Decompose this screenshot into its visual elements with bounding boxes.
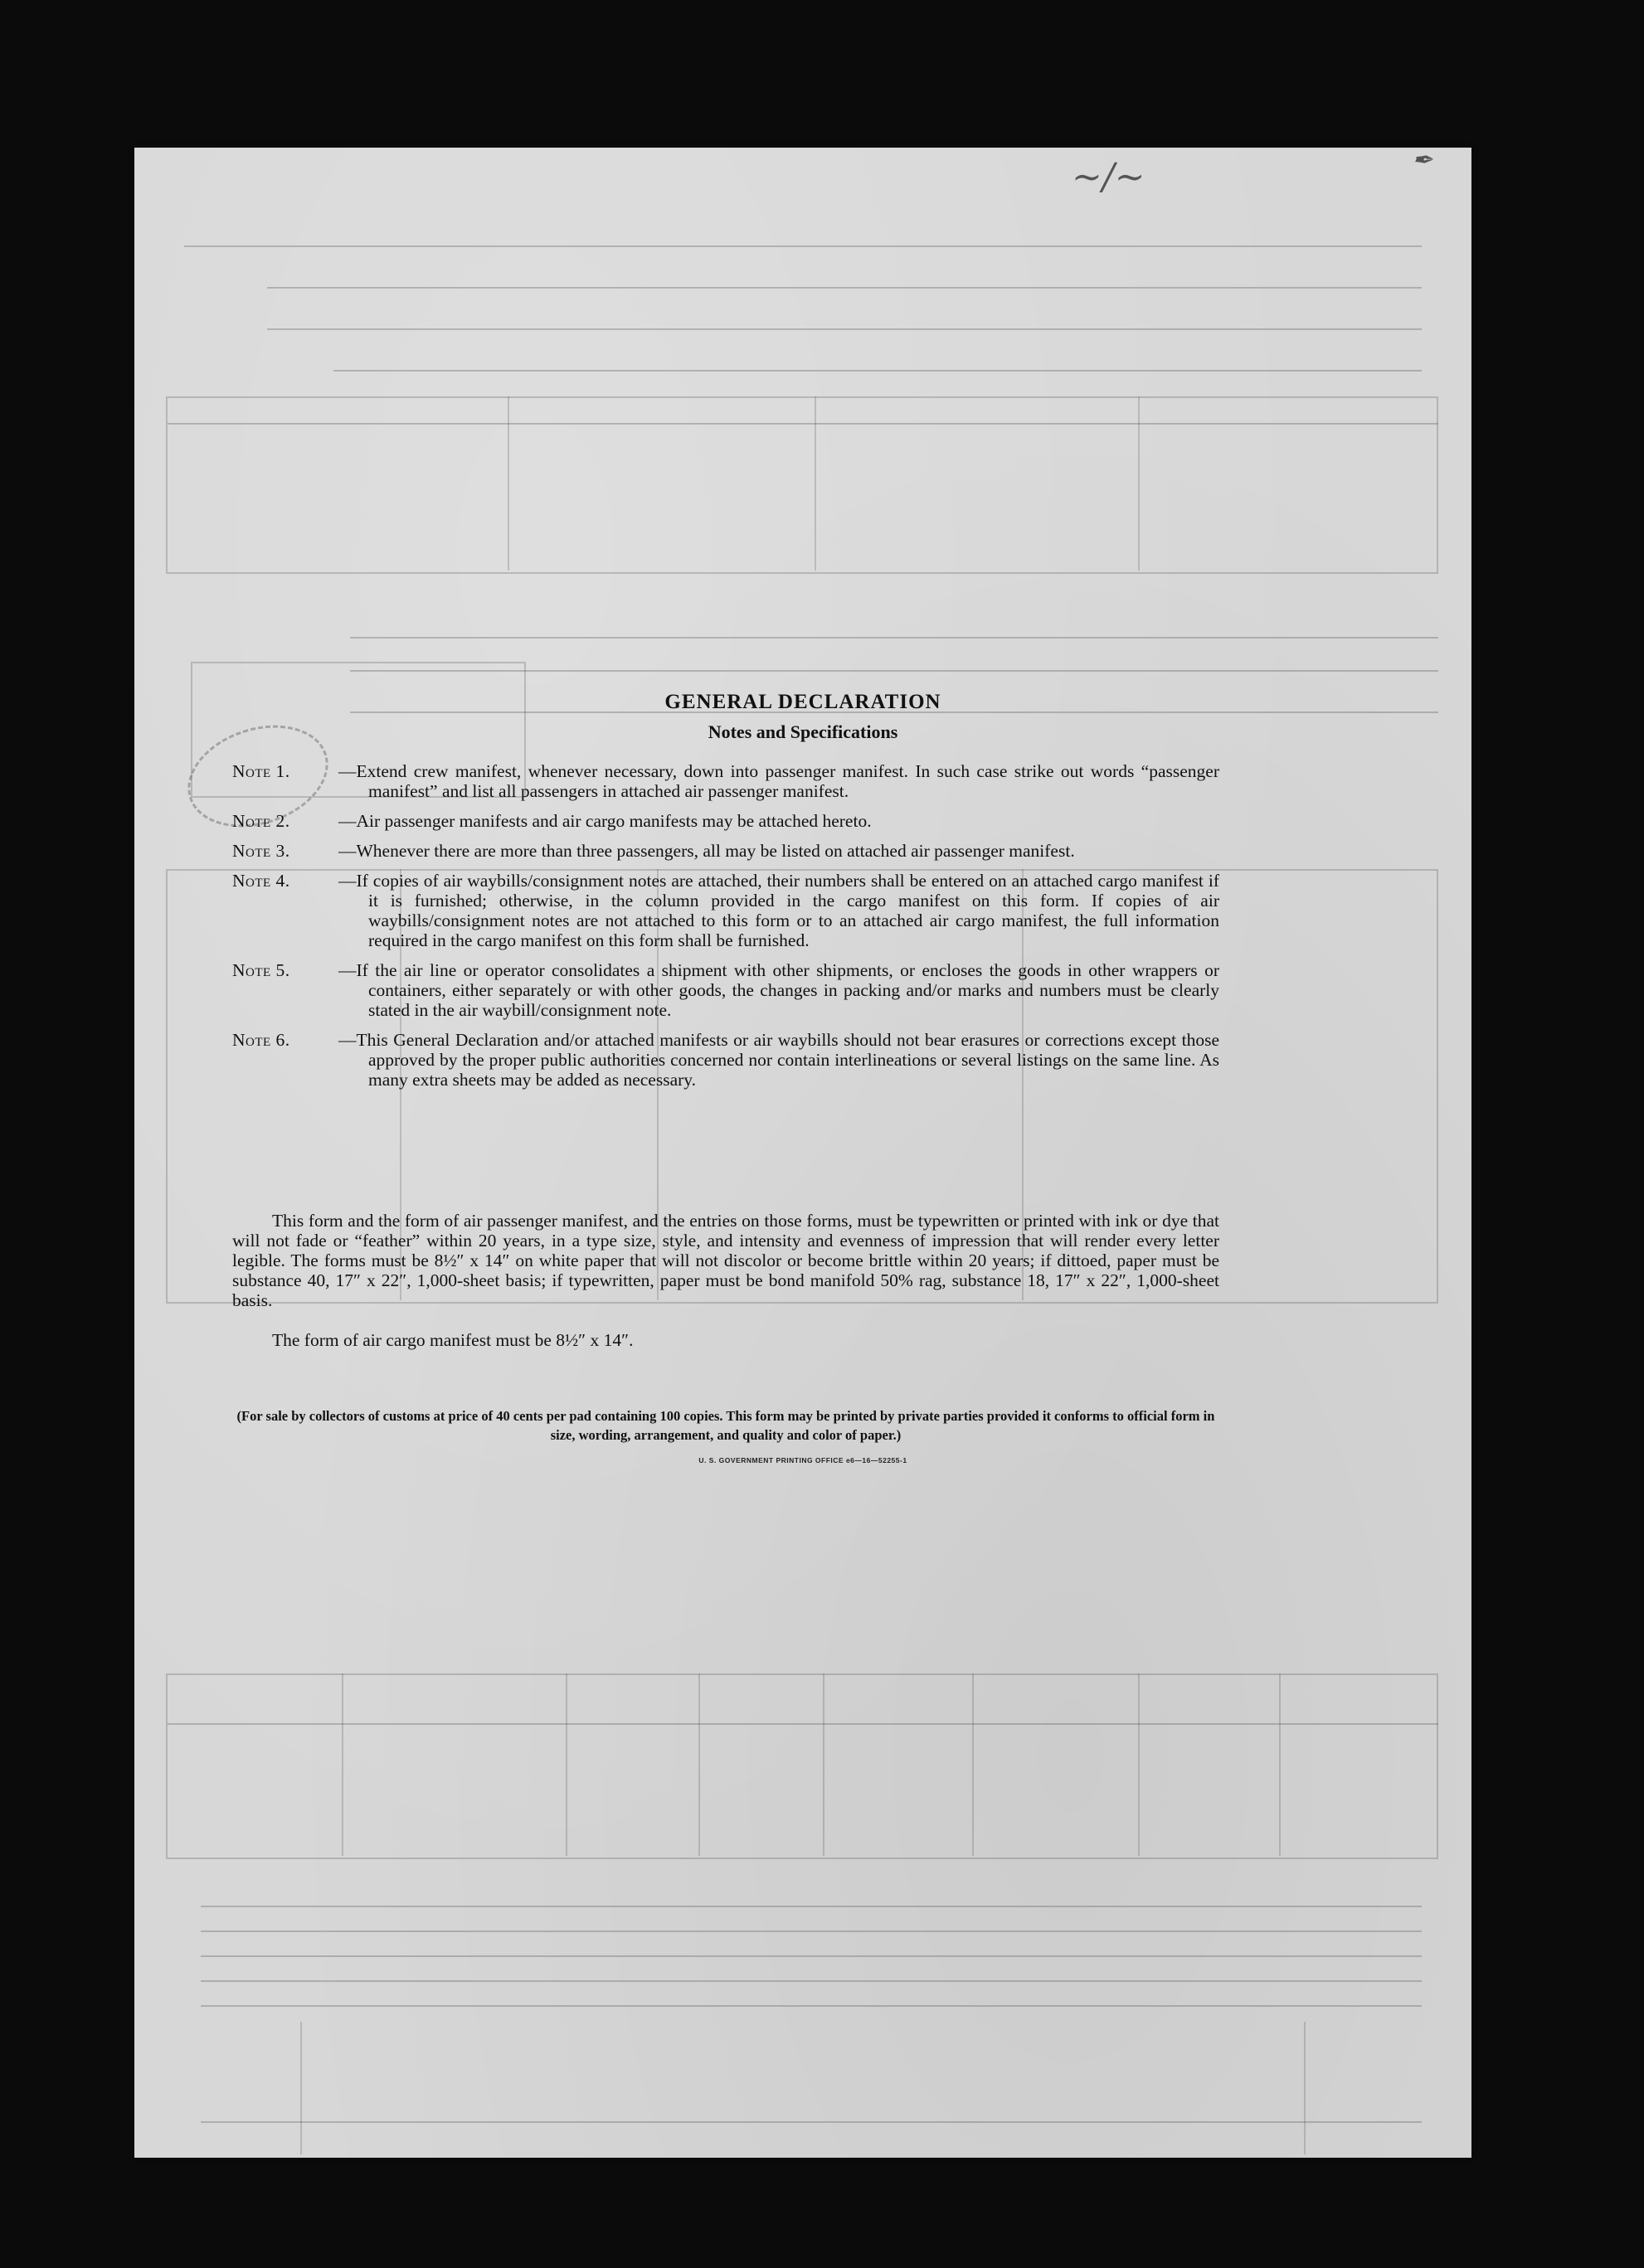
handwritten-mark: ✒: [1412, 148, 1433, 175]
note-5: [232, 960, 1219, 1020]
sale-note: (For sale by collectors of customs at price of 40 cents per pad containing 100 copies. This form may be printed by private parties provided it conforms to official form in size, wording, arrangement, and quality and color of paper.): [236, 1408, 1215, 1443]
note-label: Note 6.: [232, 1030, 290, 1050]
note-label: Note 5.: [232, 960, 290, 980]
note-text: —Air passenger manifests and air cargo manifests may be attached hereto.: [338, 811, 872, 831]
note-text: —Extend crew manifest, whenever necessary, down into passenger manifest. In such case strike out words “passenger manifest” and list all passengers in attached air passenger manifest.: [338, 761, 1219, 801]
note-2: [232, 811, 1219, 831]
note-3: [232, 841, 1219, 861]
note-6: [232, 1030, 1219, 1090]
notes-list: [232, 761, 1219, 1100]
note-label: Note 3.: [232, 841, 290, 861]
note-text: —If copies of air waybills/consignment notes are attached, their numbers shall be entered on an attached cargo manifest if it is furnished; otherwise, in the column provided in the cargo manifest on this form. If copies of air waybills/consignment notes are not attached to this form or to an attached air cargo manifest, the full information required in the cargo manifest on this form shall be furnished.: [338, 871, 1219, 950]
document-page: [134, 148, 1471, 2158]
note-4: [232, 871, 1219, 950]
note-label: Note 1.: [232, 761, 290, 781]
note-1: [232, 761, 1219, 801]
form-specification-paragraph: This form and the form of air passenger manifest, and the entries on those forms, must be typewritten or printed with ink or dye that will not fade or “feather” within 20 years, in a type size, style, and intensity and evenness of impression that will render every letter legible. The forms must be 8½″ x 14″ on white paper that will not discolor or become brittle within 20 years; if dittoed, paper must be substance 40, 17″ x 22″, 1,000-sheet basis; if typewritten, paper must be bond manifold 50% rag, substance 18, 17″ x 22″, 1,000-sheet basis.: [232, 1211, 1219, 1310]
printing-office-line: U. S. GOVERNMENT PRINTING OFFICE e6—16—52255-1: [698, 1456, 907, 1464]
note-text: —This General Declaration and/or attached manifests or air waybills should not bear erasures or corrections except those approved by the proper public authorities concerned nor contain interlineations or several listings on the same line. As many extra sheets may be added as necessary.: [338, 1030, 1219, 1090]
cargo-manifest-size-line: The form of air cargo manifest must be 8½″ x 14″.: [272, 1330, 634, 1350]
note-label: Note 4.: [232, 871, 290, 891]
document-title: GENERAL DECLARATION: [664, 691, 941, 713]
note-label: Note 2.: [232, 811, 290, 831]
note-text: —Whenever there are more than three passengers, all may be listed on attached air passenger manifest.: [338, 841, 1075, 861]
document-content: [134, 148, 1471, 2158]
handwritten-mark: ~/~: [1072, 156, 1145, 198]
document-subtitle: Notes and Specifications: [708, 721, 898, 742]
note-text: —If the air line or operator consolidates a shipment with other shipments, or encloses the goods in other wrappers or containers, either separately or with other goods, the changes in packing and/or marks and numbers must be clearly stated in the air waybill/consignment note.: [338, 960, 1219, 1020]
